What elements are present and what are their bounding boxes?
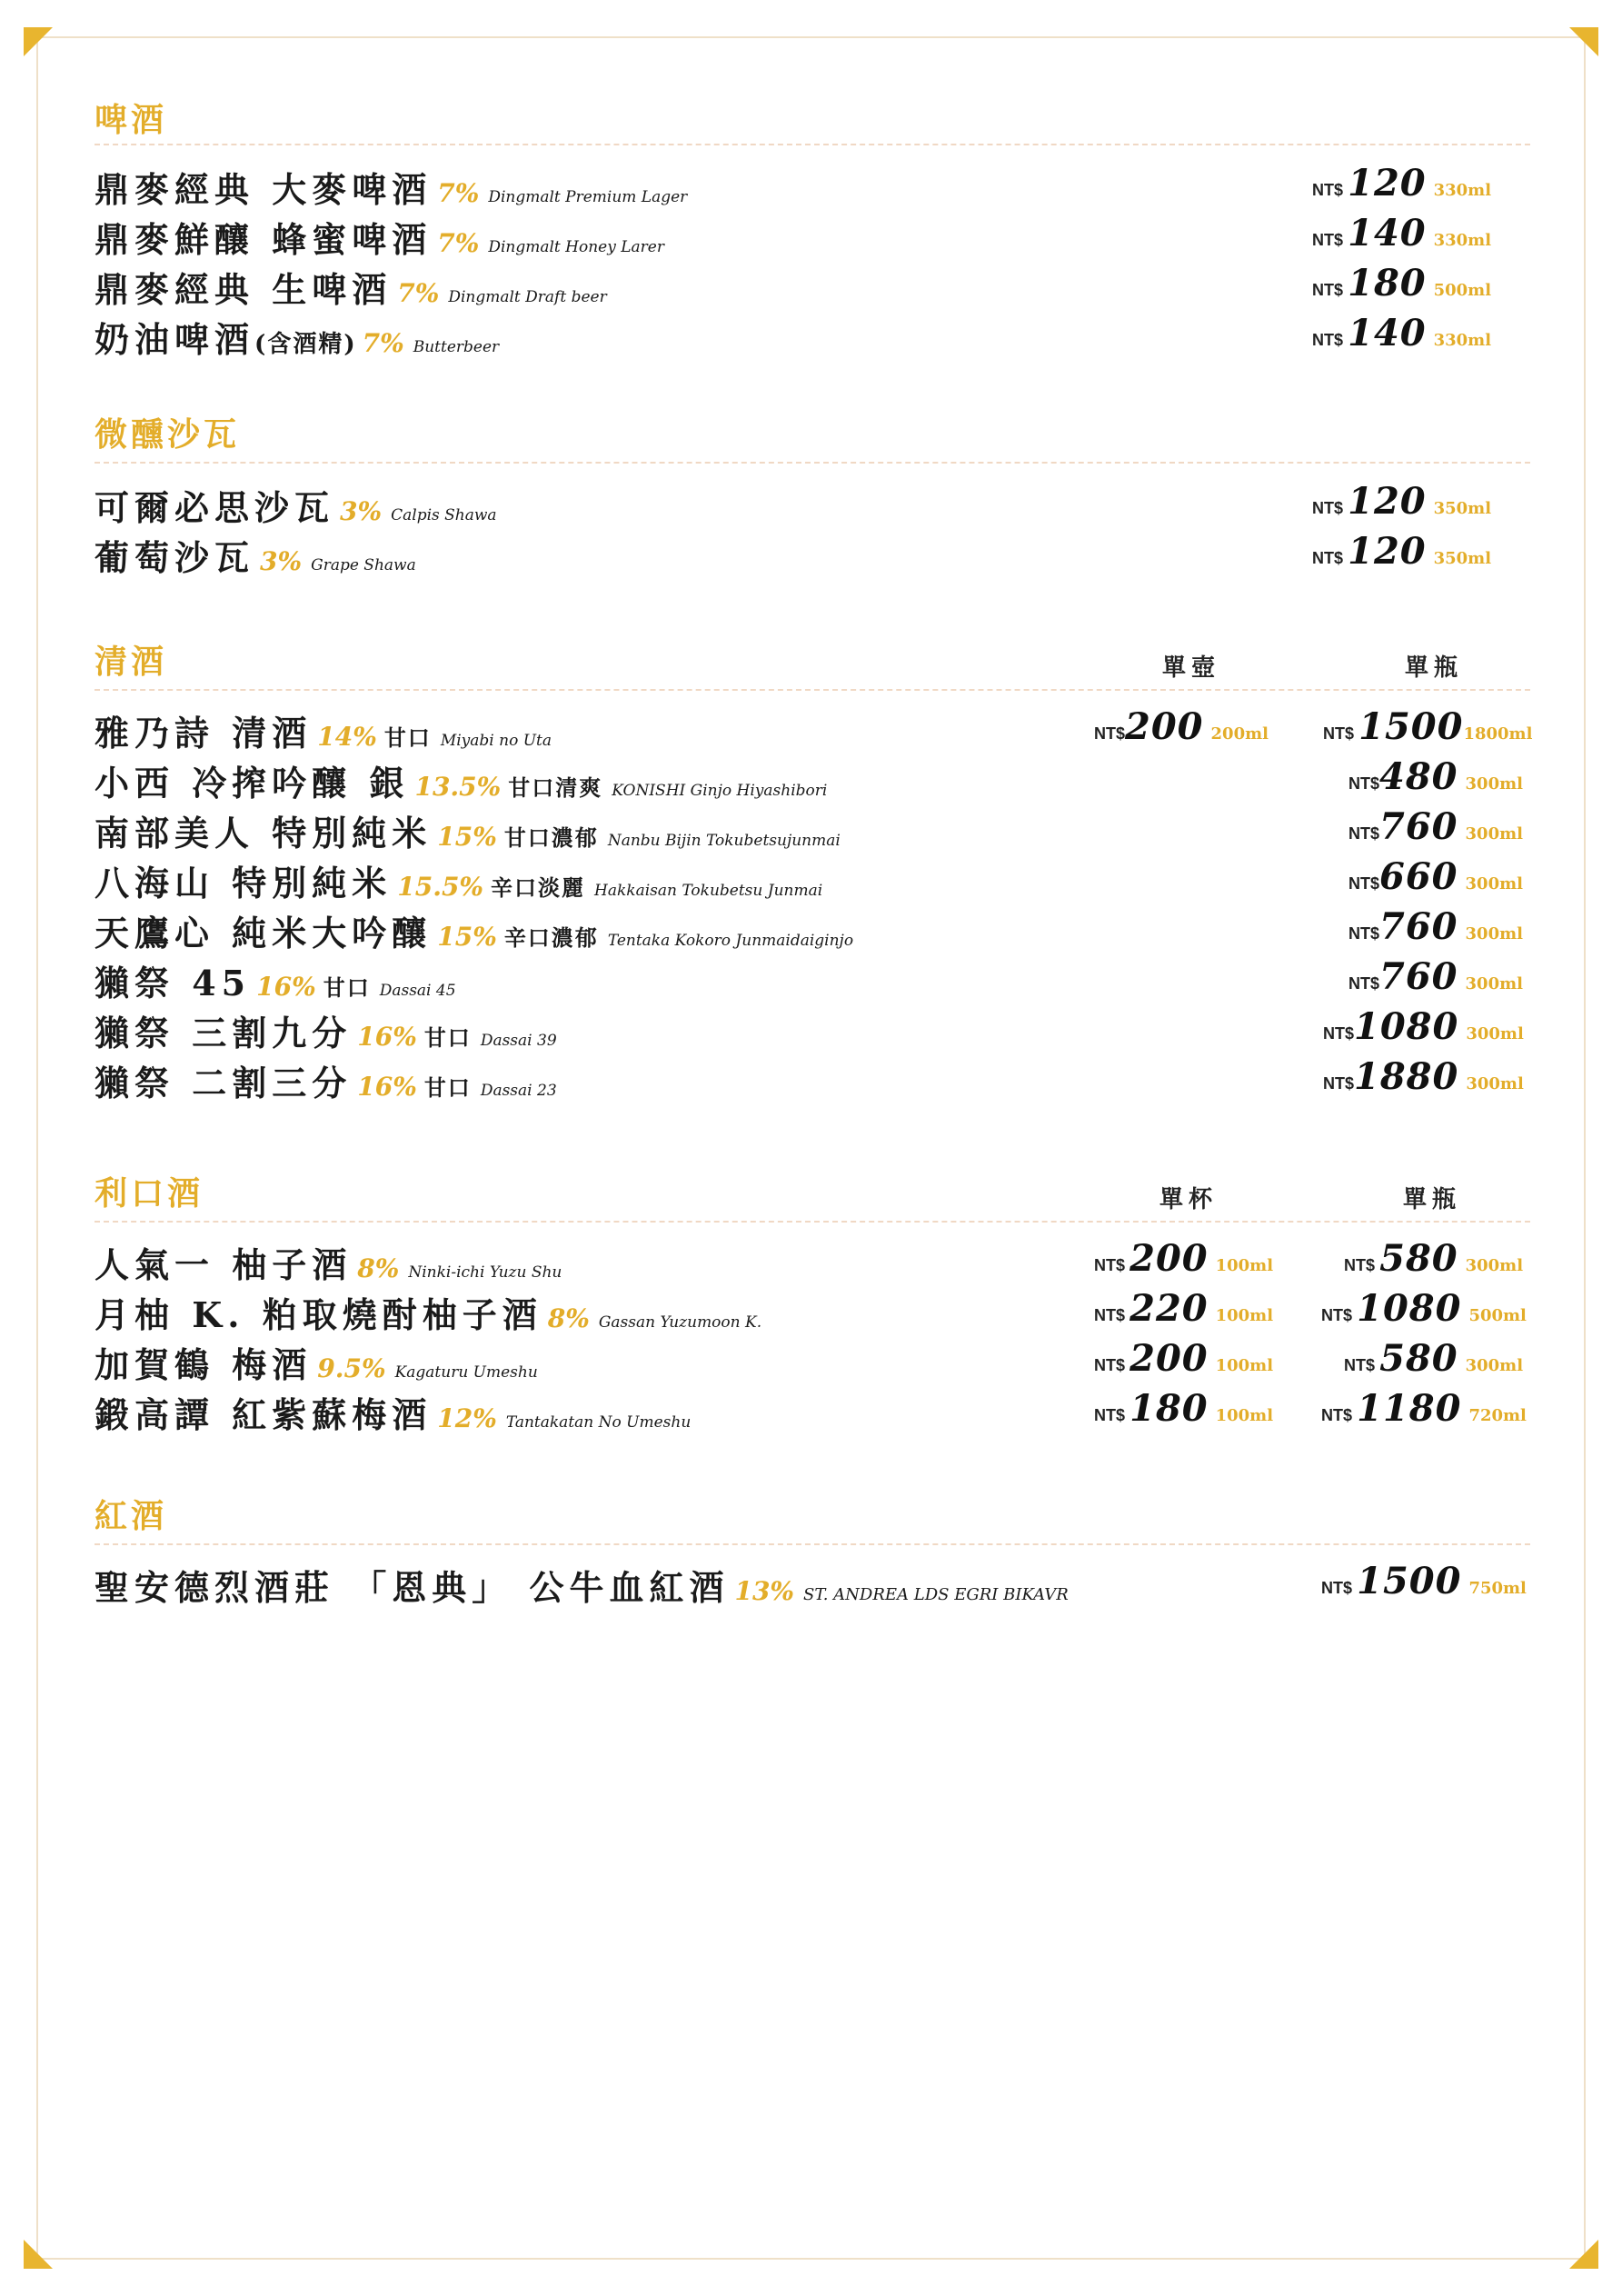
section-title: 清酒 [95,643,168,681]
divider [95,462,1530,464]
column-header-bottle: 單瓶 [1403,1186,1462,1213]
corner-ornament-top-left [24,27,53,56]
menu-item: 鍛高譚 紅紫蘇梅酒 12% Tantakatan No Umeshu NT$ 180 100ml NT$ 1180 720ml [95,1387,1527,1435]
menu-item: 雅乃詩 清酒 14% 甘口 Miyabi no Uta NT$200 200ml NT$ 15001800ml [95,705,1533,754]
menu-item: 可爾必思沙瓦 3% Calpis Shawa NT$ 120 350ml [95,480,1492,528]
divider [95,689,1530,691]
corner-ornament-bottom-left [24,2240,53,2269]
menu-item: 鼎麥經典 生啤酒 7% Dingmalt Draft beer NT$ 180 500ml [95,262,1492,310]
menu-item: 獺祭 二割三分 16% 甘口 Dassai 23 NT$1880 300ml [95,1055,1524,1103]
corner-ornament-bottom-right [1569,2240,1598,2269]
menu-item: 月柚 K. 粕取燒酎柚子酒 8% Gassan Yuzumoon K. NT$ 220 100ml NT$ 1080 500ml [95,1287,1527,1335]
menu-item: 奶油啤酒(含酒精) 7% Butterbeer NT$ 140 330ml [95,312,1492,360]
column-header-bottle: 單瓶 [1405,654,1464,682]
page-frame [36,36,1586,2260]
section-title: 微醺沙瓦 [95,415,241,454]
menu-item: 小西 冷搾吟釀 銀 13.5% 甘口清爽 KONISHI Ginjo Hiyashibori NT$480 300ml [95,755,1523,804]
menu-item: 聖安德烈酒莊 「恩典」 公牛血紅酒 13% ST. ANDREA LDS EGRI BIKAVR NT$ 1500 750ml [95,1560,1527,1608]
menu-item: 天鷹心 純米大吟釀 15% 辛口濃郁 Tentaka Kokoro Junmaidaiginjo NT$760 300ml [95,905,1523,953]
menu-item: 南部美人 特別純米 15% 甘口濃郁 Nanbu Bijin Tokubetsujunmai NT$760 300ml [95,805,1523,854]
column-header-glass: 單杯 [1159,1186,1219,1213]
menu-item: 鼎麥鮮釀 蜂蜜啤酒 7% Dingmalt Honey Larer NT$ 140 330ml [95,212,1492,260]
menu-item: 鼎麥經典 大麥啤酒 7% Dingmalt Premium Lager NT$ 120 330ml [95,162,1492,210]
divider [95,1543,1530,1545]
menu-item: 人氣一 柚子酒 8% Ninki-ichi Yuzu Shu NT$ 200 100ml NT$ 580 300ml [95,1237,1524,1285]
divider [95,144,1530,145]
menu-item: 八海山 特別純米 15.5% 辛口淡麗 Hakkaisan Tokubetsu Junmai NT$660 300ml [95,855,1523,903]
menu-item: 獺祭 三割九分 16% 甘口 Dassai 39 NT$1080 300ml [95,1005,1524,1053]
section-title: 紅酒 [95,1497,168,1535]
section-title: 利口酒 [95,1174,204,1213]
column-header-carafe: 單壺 [1162,654,1221,682]
menu-item: 葡萄沙瓦 3% Grape Shawa NT$ 120 350ml [95,530,1492,578]
menu-item: 獺祭 45 16% 甘口 Dassai 45 NT$760 300ml [95,955,1523,1003]
corner-ornament-top-right [1569,27,1598,56]
section-title: 啤酒 [95,101,168,139]
menu-item: 加賀鶴 梅酒 9.5% Kagaturu Umeshu NT$ 200 100ml NT$ 580 300ml [95,1337,1524,1385]
divider [95,1221,1530,1223]
